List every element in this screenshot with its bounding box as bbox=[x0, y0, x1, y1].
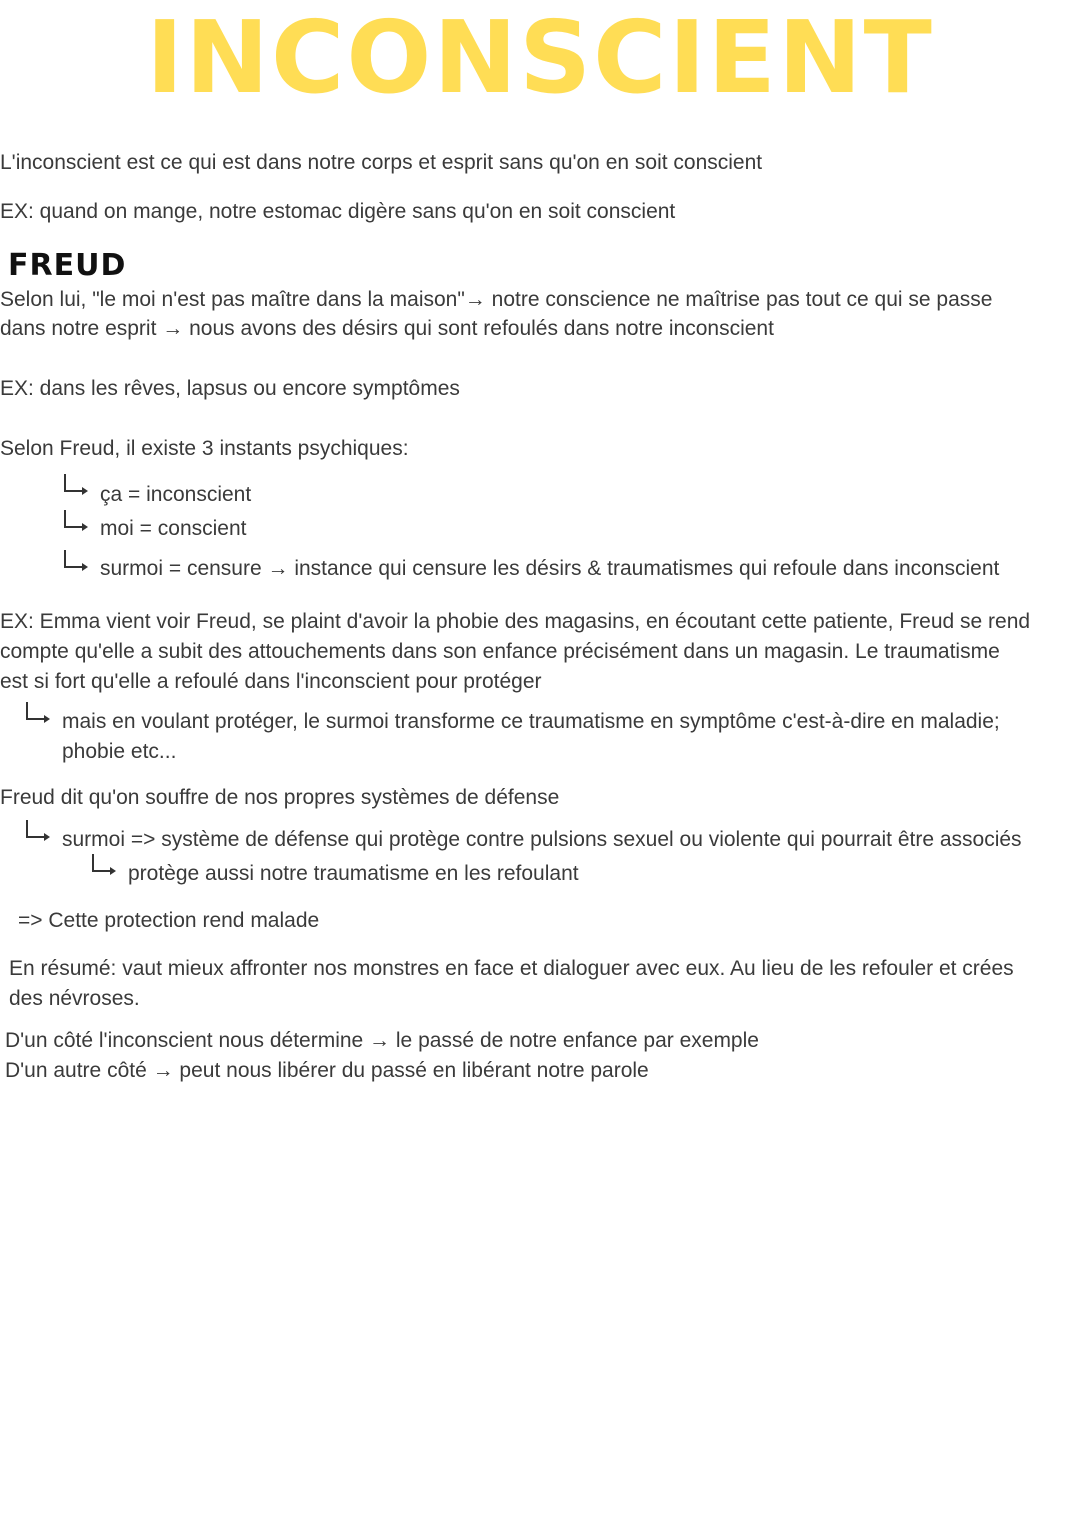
arrow-hook-icon bbox=[92, 854, 110, 872]
summary-line1: En résumé: vaut mieux affronter nos monstres en face et dialoguer avec eux. Au lieu de les refouler et crées bbox=[9, 957, 1014, 980]
arrow-hook-icon bbox=[64, 550, 82, 568]
emma-example-line1: EX: Emma vient voir Freud, se plaint d'avoir la phobie des magasins, en écoutant cette patiente, Freud se rend bbox=[0, 610, 1031, 633]
freud-quote-line2: dans notre esprit → nous avons des désirs qui sont refoulés dans notre inconscient bbox=[0, 317, 774, 340]
intro-example: EX: quand on mange, notre estomac digère sans qu'on en soit conscient bbox=[0, 200, 676, 223]
surmoi-symptom-line2: phobie etc... bbox=[62, 740, 177, 763]
arrow-hook-icon bbox=[64, 474, 82, 492]
instance-moi: moi = conscient bbox=[100, 517, 247, 540]
emma-example-line3: est si fort qu'elle a refoulé dans l'inconscient pour protéger bbox=[0, 670, 542, 693]
instance-surmoi: surmoi = censure → instance qui censure les désirs & traumatismes qui refoule dans inconscient bbox=[100, 557, 1000, 580]
determinism-line1: D'un côté l'inconscient nous détermine → le passé de notre enfance par exemple bbox=[5, 1029, 759, 1052]
instance-ca: ça = inconscient bbox=[100, 483, 252, 506]
freud-quote-line1: Selon lui, "le moi n'est pas maître dans la maison"→ notre conscience ne maîtrise pas tout ce qui se passe bbox=[0, 288, 993, 311]
intro-definition: L'inconscient est ce qui est dans notre corps et esprit sans qu'on en soit conscient bbox=[0, 151, 763, 174]
psychic-instances-intro: Selon Freud, il existe 3 instants psychiques: bbox=[0, 437, 409, 460]
page-title: INCONSCIENT bbox=[146, 0, 934, 116]
arrow-hook-icon bbox=[26, 820, 44, 838]
determinism-line2: D'un autre côté → peut nous libérer du passé en libérant notre parole bbox=[5, 1059, 649, 1082]
freud-example: EX: dans les rêves, lapsus ou encore symptômes bbox=[0, 377, 460, 400]
surmoi-defense: surmoi => système de défense qui protège contre pulsions sexuel ou violente qui pourrait être associés bbox=[62, 828, 1022, 851]
surmoi-symptom-line1: mais en voulant protéger, le surmoi transforme ce traumatisme en symptôme c'est-à-dire en maladie; bbox=[62, 710, 1000, 733]
section-heading-freud: FREUD bbox=[8, 248, 127, 283]
surmoi-protects-trauma: protège aussi notre traumatisme en les refoulant bbox=[128, 862, 579, 885]
defense-systems: Freud dit qu'on souffre de nos propres systèmes de défense bbox=[0, 786, 560, 809]
arrow-hook-icon bbox=[64, 510, 82, 528]
emma-example-line2: compte qu'elle a subit des attouchements dans son enfance précisément dans un magasin. Le traumatisme bbox=[0, 640, 1000, 663]
arrow-hook-icon bbox=[26, 702, 44, 720]
protection-conclusion: => Cette protection rend malade bbox=[18, 909, 320, 932]
summary-line2: des névroses. bbox=[9, 987, 140, 1010]
